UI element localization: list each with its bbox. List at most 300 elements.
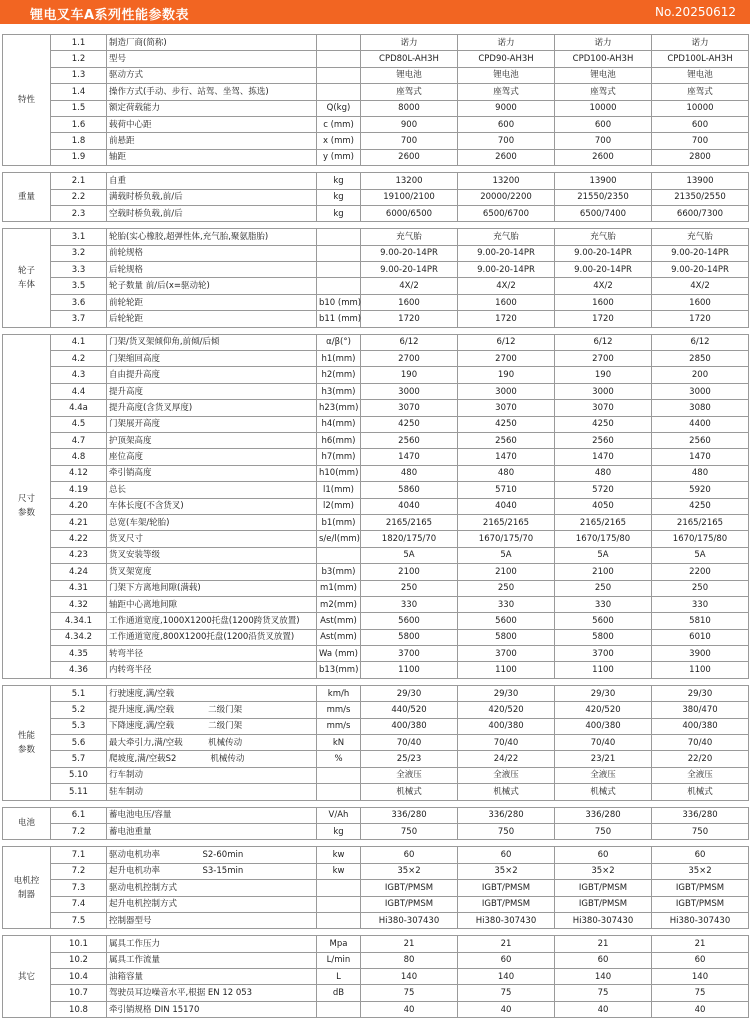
item-unit: kN	[317, 735, 361, 751]
item-number: 7.2	[51, 823, 107, 839]
section-category	[3, 334, 51, 678]
item-unit: kg	[317, 173, 361, 189]
model-value: 60	[555, 952, 652, 968]
model-value: 机械式	[458, 784, 555, 800]
item-description: 驱动电机控制方式	[107, 880, 317, 896]
model-value: 2600	[555, 149, 652, 165]
model-value: 5A	[458, 547, 555, 563]
item-unit: Mpa	[317, 936, 361, 952]
table-row	[3, 294, 749, 310]
item-description: 座位高度	[107, 449, 317, 465]
item-number: 2.2	[51, 189, 107, 205]
model-value: 480	[555, 465, 652, 481]
model-value: 750	[555, 823, 652, 839]
header-bar	[0, 0, 750, 24]
table-row	[3, 580, 749, 596]
model-value: IGBT/PMSM	[361, 896, 458, 912]
table-row	[3, 514, 749, 530]
model-value: 全液压	[458, 767, 555, 783]
model-value: 190	[361, 367, 458, 383]
model-value: 480	[361, 465, 458, 481]
item-description: 制造厂商(简称)	[107, 35, 317, 51]
model-value: 13900	[555, 173, 652, 189]
item-description: 驾驶员耳边噪音水平,根据 EN 12 053	[107, 985, 317, 1001]
model-value: 336/280	[361, 807, 458, 823]
model-value: 700	[458, 133, 555, 149]
model-value: Hi380-307430	[458, 912, 555, 928]
spec-section	[2, 334, 749, 679]
model-value: Hi380-307430	[361, 912, 458, 928]
item-number: 3.1	[51, 229, 107, 245]
model-value: 900	[361, 116, 458, 132]
item-description: 总长	[107, 482, 317, 498]
item-description: 起升电机控制方式	[107, 896, 317, 912]
model-value: 3070	[458, 400, 555, 416]
model-value: 20000/2200	[458, 189, 555, 205]
model-value: 35×2	[555, 863, 652, 879]
item-number: 4.5	[51, 416, 107, 432]
model-value: 全液压	[652, 767, 749, 783]
model-value: 5920	[652, 482, 749, 498]
model-value: 9.00-20-14PR	[555, 262, 652, 278]
item-description: 总宽(车架/轮胎)	[107, 514, 317, 530]
model-value: 10000	[555, 100, 652, 116]
spec-section	[2, 935, 749, 1018]
model-value: IGBT/PMSM	[652, 896, 749, 912]
item-number: 10.8	[51, 1001, 107, 1017]
model-value: 2100	[555, 564, 652, 580]
model-value: 40	[458, 1001, 555, 1017]
model-value: 1600	[361, 294, 458, 310]
model-value: 2600	[361, 149, 458, 165]
model-value: 400/380	[652, 718, 749, 734]
item-unit: kg	[317, 823, 361, 839]
item-description: 前悬距	[107, 133, 317, 149]
model-value: 4X/2	[652, 278, 749, 294]
model-value: CPD90-AH3H	[458, 51, 555, 67]
item-number: 4.23	[51, 547, 107, 563]
item-unit	[317, 1001, 361, 1017]
item-description: 行驶速度,满/空载	[107, 685, 317, 701]
item-unit: m2(mm)	[317, 596, 361, 612]
model-value: 9.00-20-14PR	[652, 245, 749, 261]
model-value: 4X/2	[361, 278, 458, 294]
table-row	[3, 189, 749, 205]
item-number: 3.5	[51, 278, 107, 294]
table-row	[3, 498, 749, 514]
section-category-line: 车体	[17, 279, 35, 290]
item-description: 蓄电池电压/容量	[107, 807, 317, 823]
table-row	[3, 432, 749, 448]
section-category	[3, 847, 51, 929]
table-row	[3, 67, 749, 83]
model-value: 4X/2	[555, 278, 652, 294]
model-value: 充气胎	[652, 229, 749, 245]
item-description: 自重	[107, 173, 317, 189]
item-unit: b3(mm)	[317, 564, 361, 580]
item-number: 4.34.2	[51, 629, 107, 645]
model-value: 全液压	[555, 767, 652, 783]
model-value: 13900	[652, 173, 749, 189]
item-description: 空载时桥负载,前/后	[107, 205, 317, 221]
model-value: 60	[458, 847, 555, 863]
item-unit: Ast(mm)	[317, 613, 361, 629]
item-number: 5.11	[51, 784, 107, 800]
item-number: 5.7	[51, 751, 107, 767]
model-value: 75	[361, 985, 458, 1001]
table-row	[3, 646, 749, 662]
model-value: 2100	[361, 564, 458, 580]
model-value: 诺力	[361, 35, 458, 51]
model-value: 19100/2100	[361, 189, 458, 205]
model-value: 5A	[652, 547, 749, 563]
item-description: 轮子数量 前/后(x=驱动轮)	[107, 278, 317, 294]
model-value: 21	[652, 936, 749, 952]
model-value: 6/12	[458, 334, 555, 350]
item-unit	[317, 784, 361, 800]
model-value: 充气胎	[555, 229, 652, 245]
item-description: 护顶架高度	[107, 432, 317, 448]
model-value: 140	[652, 969, 749, 985]
spec-section	[2, 228, 749, 327]
item-description: 轴距	[107, 149, 317, 165]
item-number: 1.3	[51, 67, 107, 83]
table-row	[3, 229, 749, 245]
item-number: 1.5	[51, 100, 107, 116]
model-value: 4250	[555, 416, 652, 432]
item-unit: α/β(°)	[317, 334, 361, 350]
model-value: 3000	[555, 383, 652, 399]
item-description: 型号	[107, 51, 317, 67]
model-value: 1600	[458, 294, 555, 310]
item-number: 7.5	[51, 912, 107, 928]
model-value: 330	[652, 596, 749, 612]
model-value: CPD100L-AH3H	[652, 51, 749, 67]
model-value: 充气胎	[361, 229, 458, 245]
model-value: 9.00-20-14PR	[361, 262, 458, 278]
model-value: CPD80L-AH3H	[361, 51, 458, 67]
table-row	[3, 278, 749, 294]
model-value: 5600	[555, 613, 652, 629]
table-row	[3, 629, 749, 645]
model-value: 诺力	[458, 35, 555, 51]
model-value: 座驾式	[652, 84, 749, 100]
model-value: 21550/2350	[555, 189, 652, 205]
table-row	[3, 51, 749, 67]
table-row	[3, 84, 749, 100]
model-value: 4400	[652, 416, 749, 432]
table-row	[3, 912, 749, 928]
model-value: 3700	[555, 646, 652, 662]
model-value: 6500/7400	[555, 205, 652, 221]
model-value: 6/12	[361, 334, 458, 350]
model-value: 2165/2165	[361, 514, 458, 530]
item-unit: h10(mm)	[317, 465, 361, 481]
item-description: 门架/货叉架倾仰角,前倾/后倾	[107, 334, 317, 350]
model-value: 140	[361, 969, 458, 985]
model-value: 座驾式	[458, 84, 555, 100]
item-description: 车体长度(不含货叉)	[107, 498, 317, 514]
model-value: 380/470	[652, 702, 749, 718]
model-value: 29/30	[458, 685, 555, 701]
model-value: 6/12	[555, 334, 652, 350]
table-row	[3, 547, 749, 563]
item-number: 3.7	[51, 311, 107, 327]
item-number: 4.20	[51, 498, 107, 514]
section-category: 特性	[3, 35, 51, 166]
page-title: 锂电叉车A系列性能参数表	[30, 8, 190, 23]
model-value: 24/22	[458, 751, 555, 767]
item-number: 1.6	[51, 116, 107, 132]
model-value: 140	[555, 969, 652, 985]
table-row	[3, 133, 749, 149]
model-value: 4040	[458, 498, 555, 514]
item-number: 5.10	[51, 767, 107, 783]
item-description: 转弯半径	[107, 646, 317, 662]
table-row	[3, 767, 749, 783]
model-value: 336/280	[652, 807, 749, 823]
model-value: 1600	[555, 294, 652, 310]
model-value: 5600	[458, 613, 555, 629]
model-value: 6600/7300	[652, 205, 749, 221]
model-value: 336/280	[458, 807, 555, 823]
model-value: 21350/2550	[652, 189, 749, 205]
item-description: 门架展开高度	[107, 416, 317, 432]
model-value: 9.00-20-14PR	[458, 245, 555, 261]
model-value: 60	[361, 847, 458, 863]
item-description: 满载时桥负载,前/后	[107, 189, 317, 205]
item-description: 驱动方式	[107, 67, 317, 83]
model-value: 70/40	[555, 735, 652, 751]
item-description: 门架下方离地间隙(满载)	[107, 580, 317, 596]
model-value: 1820/175/70	[361, 531, 458, 547]
item-description: 载荷中心距	[107, 116, 317, 132]
item-description: 最大牵引力,满/空载 机械传动	[107, 735, 317, 751]
model-value: 锂电池	[555, 67, 652, 83]
model-value: 5720	[555, 482, 652, 498]
model-value: 70/40	[652, 735, 749, 751]
item-description: 后轮轮距	[107, 311, 317, 327]
item-description: 牵引销高度	[107, 465, 317, 481]
item-unit: s/e/l(mm)	[317, 531, 361, 547]
item-unit: L	[317, 969, 361, 985]
item-unit: km/h	[317, 685, 361, 701]
table-row	[3, 400, 749, 416]
item-unit	[317, 84, 361, 100]
item-description: 牵引销规格 DIN 15170	[107, 1001, 317, 1017]
section-category	[3, 229, 51, 327]
item-description: 操作方式(手动、步行、站驾、坐驾、拣选)	[107, 84, 317, 100]
spec-section	[2, 807, 749, 841]
model-value: 3000	[458, 383, 555, 399]
item-unit	[317, 767, 361, 783]
table-row	[3, 702, 749, 718]
model-value: CPD100-AH3H	[555, 51, 652, 67]
model-value: 60	[652, 847, 749, 863]
item-number: 4.2	[51, 351, 107, 367]
model-value: 5800	[555, 629, 652, 645]
section-category: 其它	[3, 936, 51, 1018]
item-number: 4.35	[51, 646, 107, 662]
model-value: 锂电池	[361, 67, 458, 83]
item-number: 4.22	[51, 531, 107, 547]
item-number: 4.24	[51, 564, 107, 580]
model-value: 1670/175/80	[555, 531, 652, 547]
model-value: 5800	[361, 629, 458, 645]
model-value: IGBT/PMSM	[458, 880, 555, 896]
item-unit	[317, 880, 361, 896]
model-value: 3070	[555, 400, 652, 416]
model-value: 440/520	[361, 702, 458, 718]
item-description: 轴距中心离地间隙	[107, 596, 317, 612]
item-number: 5.1	[51, 685, 107, 701]
model-value: 400/380	[361, 718, 458, 734]
item-unit: kg	[317, 189, 361, 205]
model-value: 5800	[458, 629, 555, 645]
model-value: 6500/6700	[458, 205, 555, 221]
table-row	[3, 880, 749, 896]
item-unit: x (mm)	[317, 133, 361, 149]
model-value: 400/380	[555, 718, 652, 734]
model-value: 29/30	[555, 685, 652, 701]
model-value: 9.00-20-14PR	[652, 262, 749, 278]
model-value: 1470	[652, 449, 749, 465]
item-description: 工作通道宽度,800X1200托盘(1200沿货叉放置)	[107, 629, 317, 645]
model-value: 2560	[555, 432, 652, 448]
model-value: 1720	[555, 311, 652, 327]
model-value: 4250	[652, 498, 749, 514]
item-description: 货叉安装等级	[107, 547, 317, 563]
model-value: 1100	[555, 662, 652, 678]
model-value: 9.00-20-14PR	[458, 262, 555, 278]
table-row	[3, 383, 749, 399]
table-row	[3, 531, 749, 547]
model-value: 70/40	[361, 735, 458, 751]
model-value: 2560	[652, 432, 749, 448]
model-value: 2165/2165	[652, 514, 749, 530]
model-value: 5A	[361, 547, 458, 563]
document-number: No.20250612	[655, 5, 736, 19]
item-unit: b1(mm)	[317, 514, 361, 530]
item-description: 提升高度	[107, 383, 317, 399]
item-unit: h2(mm)	[317, 367, 361, 383]
model-value: 60	[458, 952, 555, 968]
item-unit: mm/s	[317, 702, 361, 718]
item-number: 4.19	[51, 482, 107, 498]
model-value: 700	[652, 133, 749, 149]
model-value: 3070	[361, 400, 458, 416]
model-value: 4250	[458, 416, 555, 432]
model-value: 3000	[361, 383, 458, 399]
item-unit: L/min	[317, 952, 361, 968]
model-value: 充气胎	[458, 229, 555, 245]
model-value: 600	[652, 116, 749, 132]
item-description: 自由提升高度	[107, 367, 317, 383]
table-row	[3, 262, 749, 278]
model-value: 400/380	[458, 718, 555, 734]
model-value: 480	[652, 465, 749, 481]
table-row	[3, 449, 749, 465]
item-description: 属具工作压力	[107, 936, 317, 952]
table-row	[3, 596, 749, 612]
item-unit	[317, 67, 361, 83]
item-unit: mm/s	[317, 718, 361, 734]
model-value: 40	[555, 1001, 652, 1017]
item-unit: h1(mm)	[317, 351, 361, 367]
model-value: 1470	[458, 449, 555, 465]
item-number: 4.8	[51, 449, 107, 465]
table-row	[3, 863, 749, 879]
model-value: 35×2	[458, 863, 555, 879]
item-number: 1.9	[51, 149, 107, 165]
section-category: 电池	[3, 807, 51, 840]
table-row	[3, 351, 749, 367]
item-unit	[317, 262, 361, 278]
model-value: 420/520	[458, 702, 555, 718]
model-value: 250	[361, 580, 458, 596]
item-number: 4.4	[51, 383, 107, 399]
item-number: 4.31	[51, 580, 107, 596]
model-value: 40	[652, 1001, 749, 1017]
table-row	[3, 35, 749, 51]
model-value: 60	[555, 847, 652, 863]
item-description: 工作通道宽度,1000X1200托盘(1200跨货叉放置)	[107, 613, 317, 629]
model-value: 190	[555, 367, 652, 383]
item-number: 4.36	[51, 662, 107, 678]
item-description: 轮胎(实心橡胶,超弹性体,充气胎,聚氨脂胎)	[107, 229, 317, 245]
model-value: 锂电池	[652, 67, 749, 83]
item-unit	[317, 35, 361, 51]
item-unit	[317, 547, 361, 563]
model-value: 1720	[458, 311, 555, 327]
model-value: 1100	[361, 662, 458, 678]
table-row	[3, 807, 749, 823]
model-value: 336/280	[555, 807, 652, 823]
model-value: 1670/175/70	[458, 531, 555, 547]
item-description: 门架缩回高度	[107, 351, 317, 367]
item-description: 油箱容量	[107, 969, 317, 985]
model-value: IGBT/PMSM	[458, 896, 555, 912]
model-value: 2560	[361, 432, 458, 448]
model-value: 35×2	[652, 863, 749, 879]
item-number: 4.21	[51, 514, 107, 530]
model-value: 9.00-20-14PR	[555, 245, 652, 261]
table-row	[3, 482, 749, 498]
item-number: 2.1	[51, 173, 107, 189]
table-row	[3, 985, 749, 1001]
model-value: 3000	[652, 383, 749, 399]
item-description: 起升电机功率 S3-15min	[107, 863, 317, 879]
item-description: 内转弯半径	[107, 662, 317, 678]
model-value: 35×2	[361, 863, 458, 879]
model-value: 75	[652, 985, 749, 1001]
model-value: 诺力	[652, 35, 749, 51]
model-value: 250	[555, 580, 652, 596]
item-description: 蓄电池重量	[107, 823, 317, 839]
section-category: 重量	[3, 173, 51, 222]
item-number: 5.2	[51, 702, 107, 718]
table-row	[3, 784, 749, 800]
table-row	[3, 952, 749, 968]
model-value: 座驾式	[361, 84, 458, 100]
section-category-line: 参数	[17, 744, 35, 755]
item-number: 1.4	[51, 84, 107, 100]
model-value: 190	[458, 367, 555, 383]
item-description: 前轮轮距	[107, 294, 317, 310]
model-value: 诺力	[555, 35, 652, 51]
item-unit: h4(mm)	[317, 416, 361, 432]
model-value: 330	[458, 596, 555, 612]
